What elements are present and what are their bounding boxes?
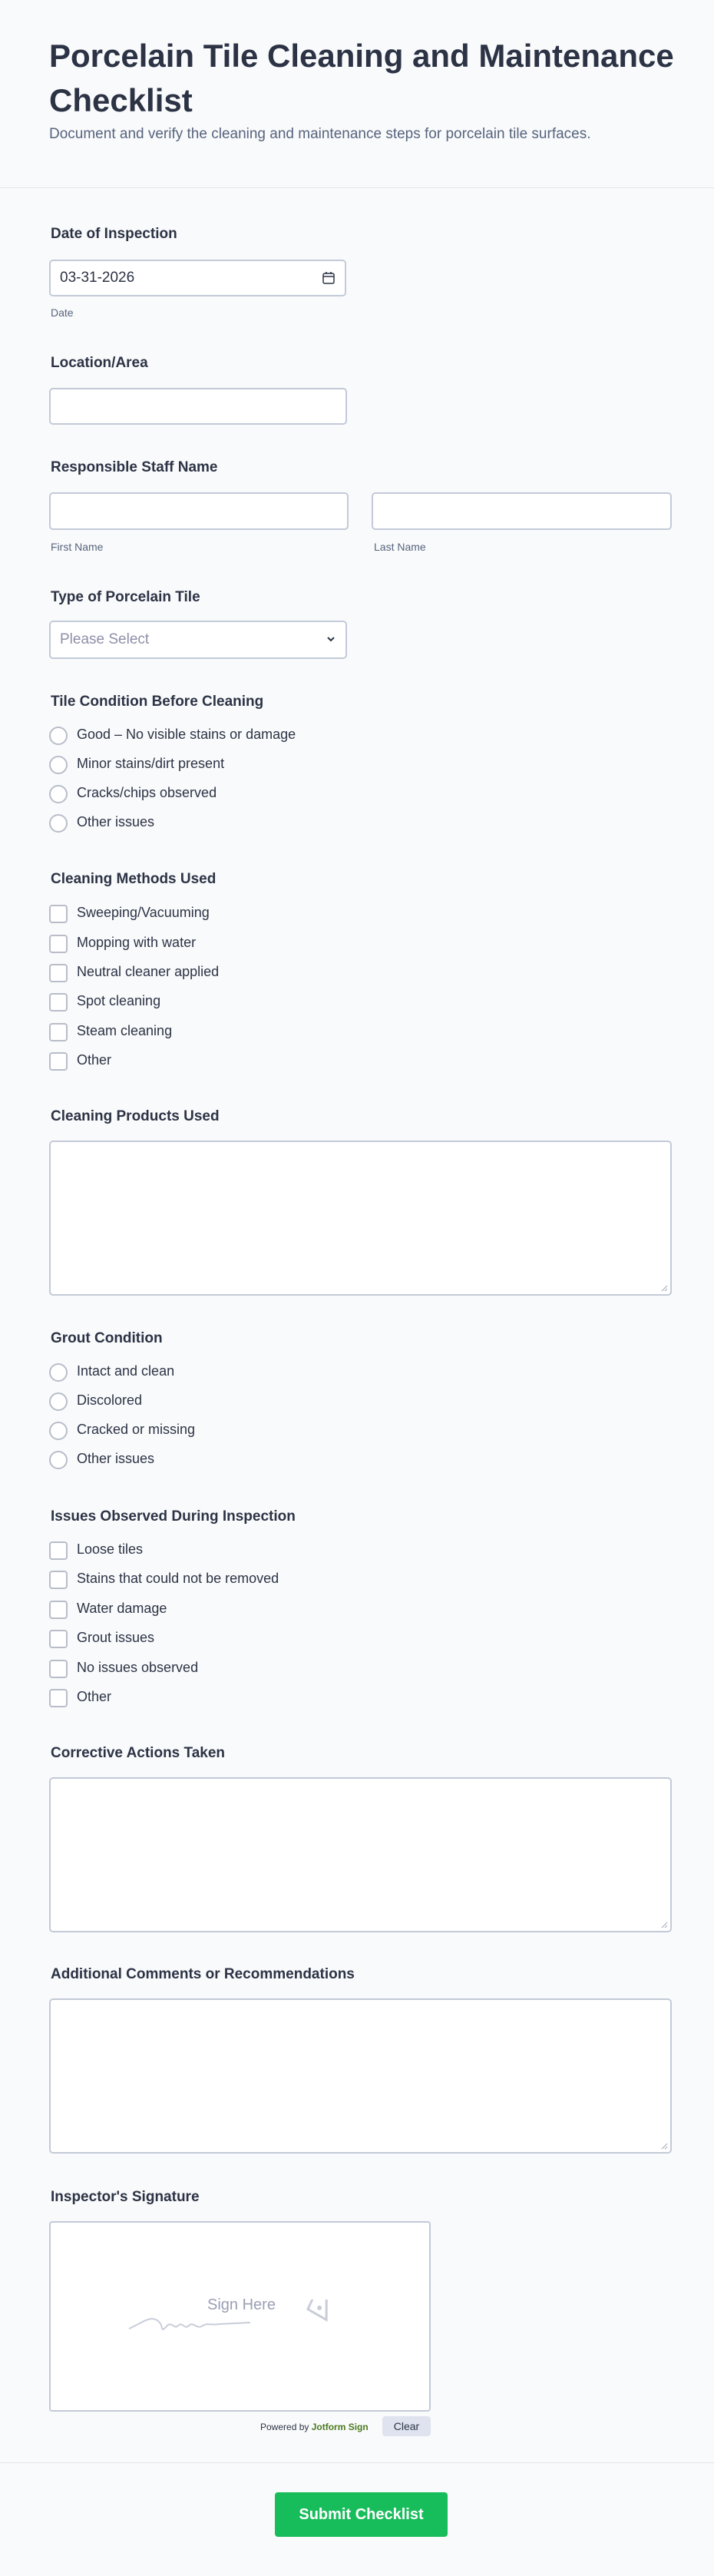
option-label: Neutral cleaner applied bbox=[77, 964, 220, 979]
checkbox[interactable] bbox=[49, 1689, 68, 1707]
option-label: Discolored bbox=[77, 1392, 143, 1408]
option-label: Loose tiles bbox=[77, 1541, 144, 1557]
option-label: Minor stains/dirt present bbox=[77, 756, 225, 771]
date-sublabel: Date bbox=[51, 306, 74, 319]
checkbox[interactable] bbox=[49, 1052, 68, 1071]
clear-signature-button[interactable]: Clear bbox=[382, 2416, 431, 2436]
option-label: Grout issues bbox=[77, 1630, 155, 1645]
checkbox[interactable] bbox=[49, 1660, 68, 1678]
checkbox[interactable] bbox=[49, 1601, 68, 1619]
signature-scribble-icon bbox=[127, 2300, 350, 2338]
radio-button[interactable] bbox=[49, 1451, 68, 1469]
last-name-input[interactable] bbox=[372, 492, 672, 530]
brand-name: Jotform Sign bbox=[311, 2422, 369, 2432]
corrective-textarea[interactable] bbox=[49, 1777, 672, 1932]
option-label: Mopping with water bbox=[77, 935, 197, 950]
chevron-down-icon bbox=[326, 634, 336, 644]
issues-label: Issues Observed During Inspection bbox=[51, 1508, 296, 1525]
tile-type-placeholder: Please Select bbox=[60, 631, 150, 647]
radio-button[interactable] bbox=[49, 1392, 68, 1411]
comments-textarea[interactable] bbox=[49, 1998, 672, 2154]
option-label: Stains that could not be removed bbox=[77, 1571, 279, 1586]
option-label: Other bbox=[77, 1689, 112, 1704]
radio-button[interactable] bbox=[49, 1422, 68, 1440]
date-label: Date of Inspection bbox=[51, 226, 177, 242]
option-label: Other issues bbox=[77, 1451, 155, 1466]
radio-button[interactable] bbox=[49, 814, 68, 833]
option-label: Good – No visible stains or damage bbox=[77, 727, 296, 742]
radio-button[interactable] bbox=[49, 756, 68, 774]
checkbox[interactable] bbox=[49, 935, 68, 953]
checkbox[interactable] bbox=[49, 964, 68, 982]
option-label: Cracks/chips observed bbox=[77, 785, 217, 800]
option-label: Other bbox=[77, 1052, 112, 1068]
radio-button[interactable] bbox=[49, 1363, 68, 1382]
checkbox[interactable] bbox=[49, 1630, 68, 1648]
option-label: Cracked or missing bbox=[77, 1422, 196, 1437]
signature-placeholder: Sign Here bbox=[207, 2296, 276, 2313]
condition-before-label: Tile Condition Before Cleaning bbox=[51, 694, 264, 710]
option-label: Intact and clean bbox=[77, 1363, 175, 1379]
grout-label: Grout Condition bbox=[51, 1330, 163, 1346]
checkbox[interactable] bbox=[49, 1571, 68, 1589]
products-label: Cleaning Products Used bbox=[51, 1108, 220, 1124]
location-input[interactable] bbox=[49, 388, 347, 425]
first-name-input[interactable] bbox=[49, 492, 349, 530]
comments-label: Additional Comments or Recommendations bbox=[51, 1966, 355, 1982]
methods-label: Cleaning Methods Used bbox=[51, 871, 217, 887]
checkbox[interactable] bbox=[49, 993, 68, 1012]
option-label: Spot cleaning bbox=[77, 993, 161, 1008]
powered-by-label: Powered by bbox=[260, 2422, 309, 2432]
option-label: Sweeping/Vacuuming bbox=[77, 905, 210, 920]
signature-pad[interactable] bbox=[49, 2221, 431, 2412]
tile-type-label: Type of Porcelain Tile bbox=[51, 589, 200, 605]
resize-handle-icon[interactable] bbox=[660, 1921, 668, 1929]
tile-type-select[interactable] bbox=[49, 621, 347, 659]
calendar-icon[interactable] bbox=[322, 271, 336, 285]
form-header bbox=[0, 0, 714, 188]
products-textarea[interactable] bbox=[49, 1141, 672, 1296]
date-input[interactable] bbox=[49, 260, 346, 296]
location-label: Location/Area bbox=[51, 355, 148, 371]
staff-label: Responsible Staff Name bbox=[51, 459, 218, 475]
option-label: Other issues bbox=[77, 814, 155, 829]
option-label: No issues observed bbox=[77, 1660, 199, 1675]
signature-label: Inspector's Signature bbox=[51, 2189, 200, 2205]
radio-button[interactable] bbox=[49, 727, 68, 745]
corrective-label: Corrective Actions Taken bbox=[51, 1745, 226, 1761]
option-label: Steam cleaning bbox=[77, 1023, 173, 1038]
date-value: 03-31-2026 bbox=[60, 270, 135, 286]
first-name-sublabel: First Name bbox=[51, 541, 104, 553]
resize-handle-icon[interactable] bbox=[660, 1284, 668, 1292]
checkbox[interactable] bbox=[49, 1023, 68, 1041]
submit-button[interactable]: Submit Checklist bbox=[275, 2492, 448, 2537]
form-subtitle: Document and verify the cleaning and maintenance steps for porcelain tile surfaces. bbox=[49, 126, 591, 142]
checkbox[interactable] bbox=[49, 905, 68, 923]
last-name-sublabel: Last Name bbox=[374, 541, 426, 553]
option-label: Water damage bbox=[77, 1601, 167, 1616]
radio-button[interactable] bbox=[49, 785, 68, 803]
checkbox[interactable] bbox=[49, 1541, 68, 1560]
powered-by-text bbox=[260, 2422, 369, 2432]
footer-divider bbox=[0, 2462, 714, 2463]
resize-handle-icon[interactable] bbox=[660, 2142, 668, 2150]
form-title: Porcelain Tile Cleaning and Maintenance Checklist bbox=[49, 38, 674, 118]
